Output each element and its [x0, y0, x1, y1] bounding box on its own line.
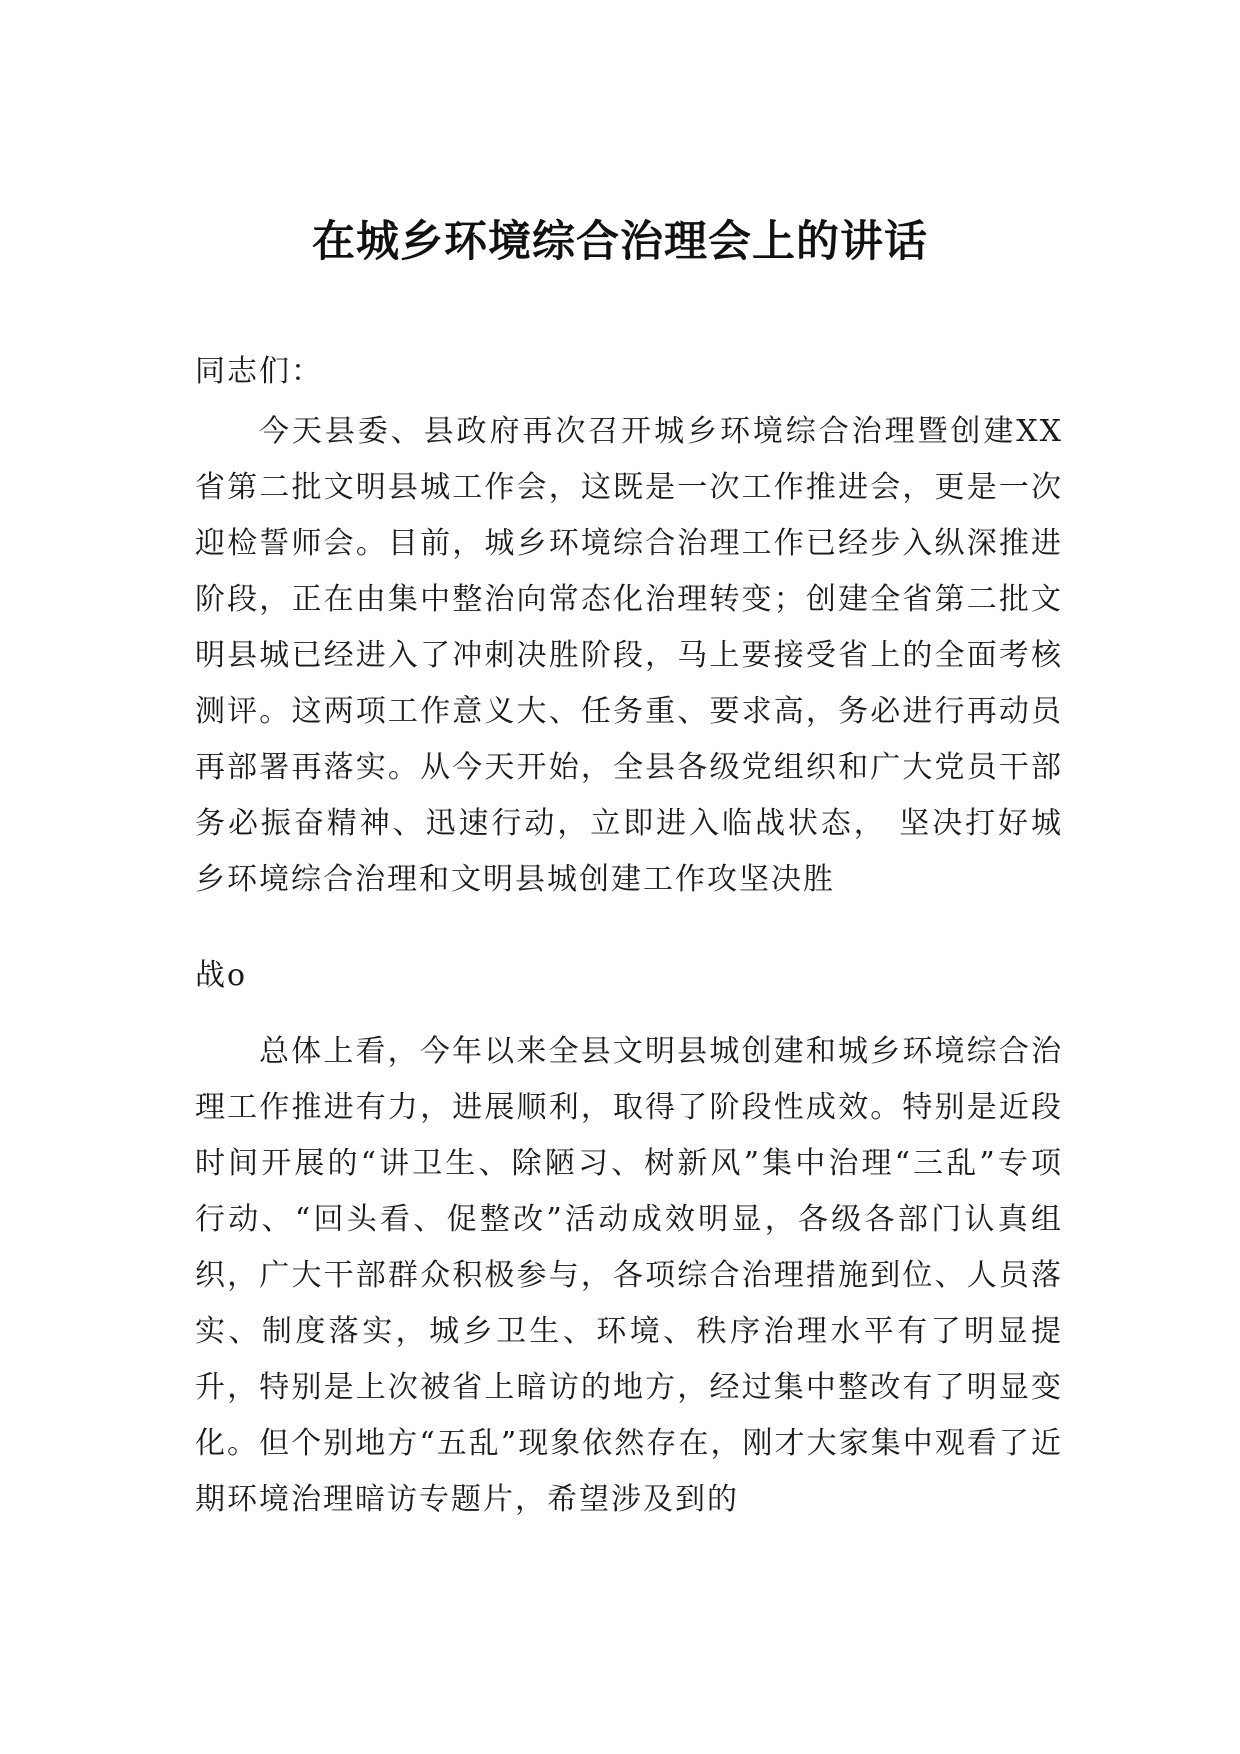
greeting: 同志们： — [195, 354, 323, 389]
paragraph-1-end: 战o — [195, 958, 248, 993]
paragraph-1: 今天县委、县政府再次召开城乡环境综合治理暨创建XX省第二批文明县城工作会，这既是一次工作推进会，更是一次迎检誓师会。目前，城乡环境综合治理工作已经步入纵深推进阶段，正在由集中整治向常态化治理转变；创建全省第二批文明县城已经进入了冲刺决胜阶段，马上要接受省上的全面考核测评。这两项工作意义大、任务重、要求高，务必进行再动员再部署再落实。从今天开始，全县各级党组织和广大党员干部务必振奋精神、迅速行动，立即进入临战状态， 坚决打好城乡环境综合治理和文明县城创建工作攻坚决胜 — [195, 414, 1063, 897]
paragraph-2: 总体上看，今年以来全县文明县城创建和城乡环境综合治理工作推进有力，进展顺利，取得了阶段性成效。特别是近段时间开展的“讲卫生、除陋习、树新风”集中治理“三乱”专项行动、“回头看、促整改”活动成效明显，各级各部门认真组织，广大干部群众积极参与，各项综合治理措施到位、人员落实、制度落实，城乡卫生、环境、秩序治理水平有了明显提升，特别是上次被省上暗访的地方，经过集中整改有了明显变化。但个别地方“五乱”现象依然存在，刚才大家集中观看了近期环境治理暗访专题片，希望涉及到的 — [195, 1034, 1063, 1517]
document-title: 在城乡环境综合治理会上的讲话 — [312, 217, 928, 267]
